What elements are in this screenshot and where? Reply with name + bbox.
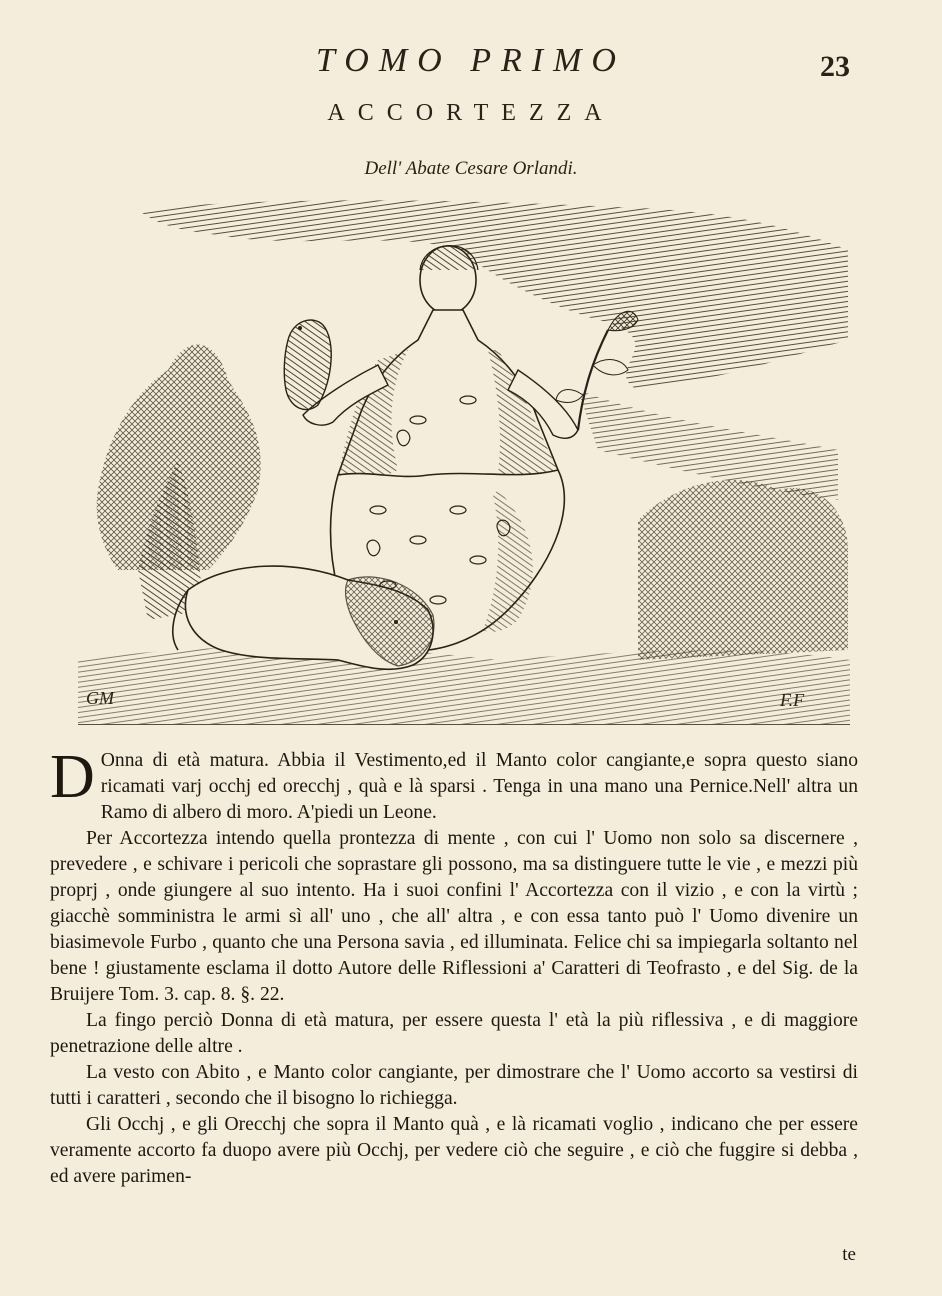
catchword: te bbox=[842, 1244, 856, 1265]
paragraph: La vesto con Abito , e Manto color cangiante, per dimostrare che l' Uomo accorto sa vestirsi di tutti i caratteri , secondo che il bisogno lo richiegga. bbox=[50, 1062, 858, 1109]
body-text bbox=[50, 743, 858, 1190]
running-head: TOMO PRIMO bbox=[316, 42, 626, 79]
paragraph: La fingo perciò Donna di età matura, per essere questa l' età la più riflessiva , e di maggiore penetrazione delle altre . bbox=[50, 1010, 858, 1057]
engraving-illustration bbox=[78, 190, 850, 725]
page-title: ACCORTEZZA bbox=[327, 100, 615, 126]
drop-cap: D bbox=[50, 743, 95, 811]
page-number: 23 bbox=[820, 50, 850, 83]
paragraph bbox=[50, 743, 858, 826]
paragraph-text: Onna di età matura. Abbia il Vestimento,ed il Manto color cangiante,e sopra questo siano ricamati varj occhj ed orecchj , quà e là sparsi . Tenga in una mano una Pernice.Nell' altra un Ramo di albero di moro. A'piedi un Leone. bbox=[100, 750, 858, 823]
paragraph: Gli Occhj , e gli Orecchj che sopra il Manto quà , e là ricamati voglio , indicano che per essere veramente accorto fa duopo avere più Occhj, per vedere ciò che seguire , e ciò che fuggire si debba , ed avere parimen- bbox=[50, 1114, 858, 1187]
allegorical-figure-engraving bbox=[78, 190, 850, 724]
engraver-signature-right: F.F bbox=[780, 690, 805, 710]
author-subtitle: Dell' Abate Cesare Orlandi. bbox=[364, 158, 578, 179]
engraver-signature-left: GM bbox=[86, 688, 114, 708]
paragraph: Per Accortezza intendo quella prontezza di mente , con cui l' Uomo non solo sa discernere , prevedere , e schivare i pericoli che soprastare gli possono, ma sa distinguere tutte le vie , e mezzi più proprj , onde giungere al suo intento. Ha i suoi confini l' Accortezza con il vizio , e con la virtù ; giacchè somministra le armi sì all' uno , che all' altra , e con essa tanto può l' Uomo divenire un biasimevole Furbo , quanto che una Persona savia , ed illuminata. Felice chi sa impiegarla soltanto nel bene ! giustamente esclama il dotto Autore delle Riflessioni a' Caratteri di Teofrasto , e del Sig. de la Bruijere Tom. 3. cap. 8. §. 22. bbox=[50, 828, 858, 1005]
